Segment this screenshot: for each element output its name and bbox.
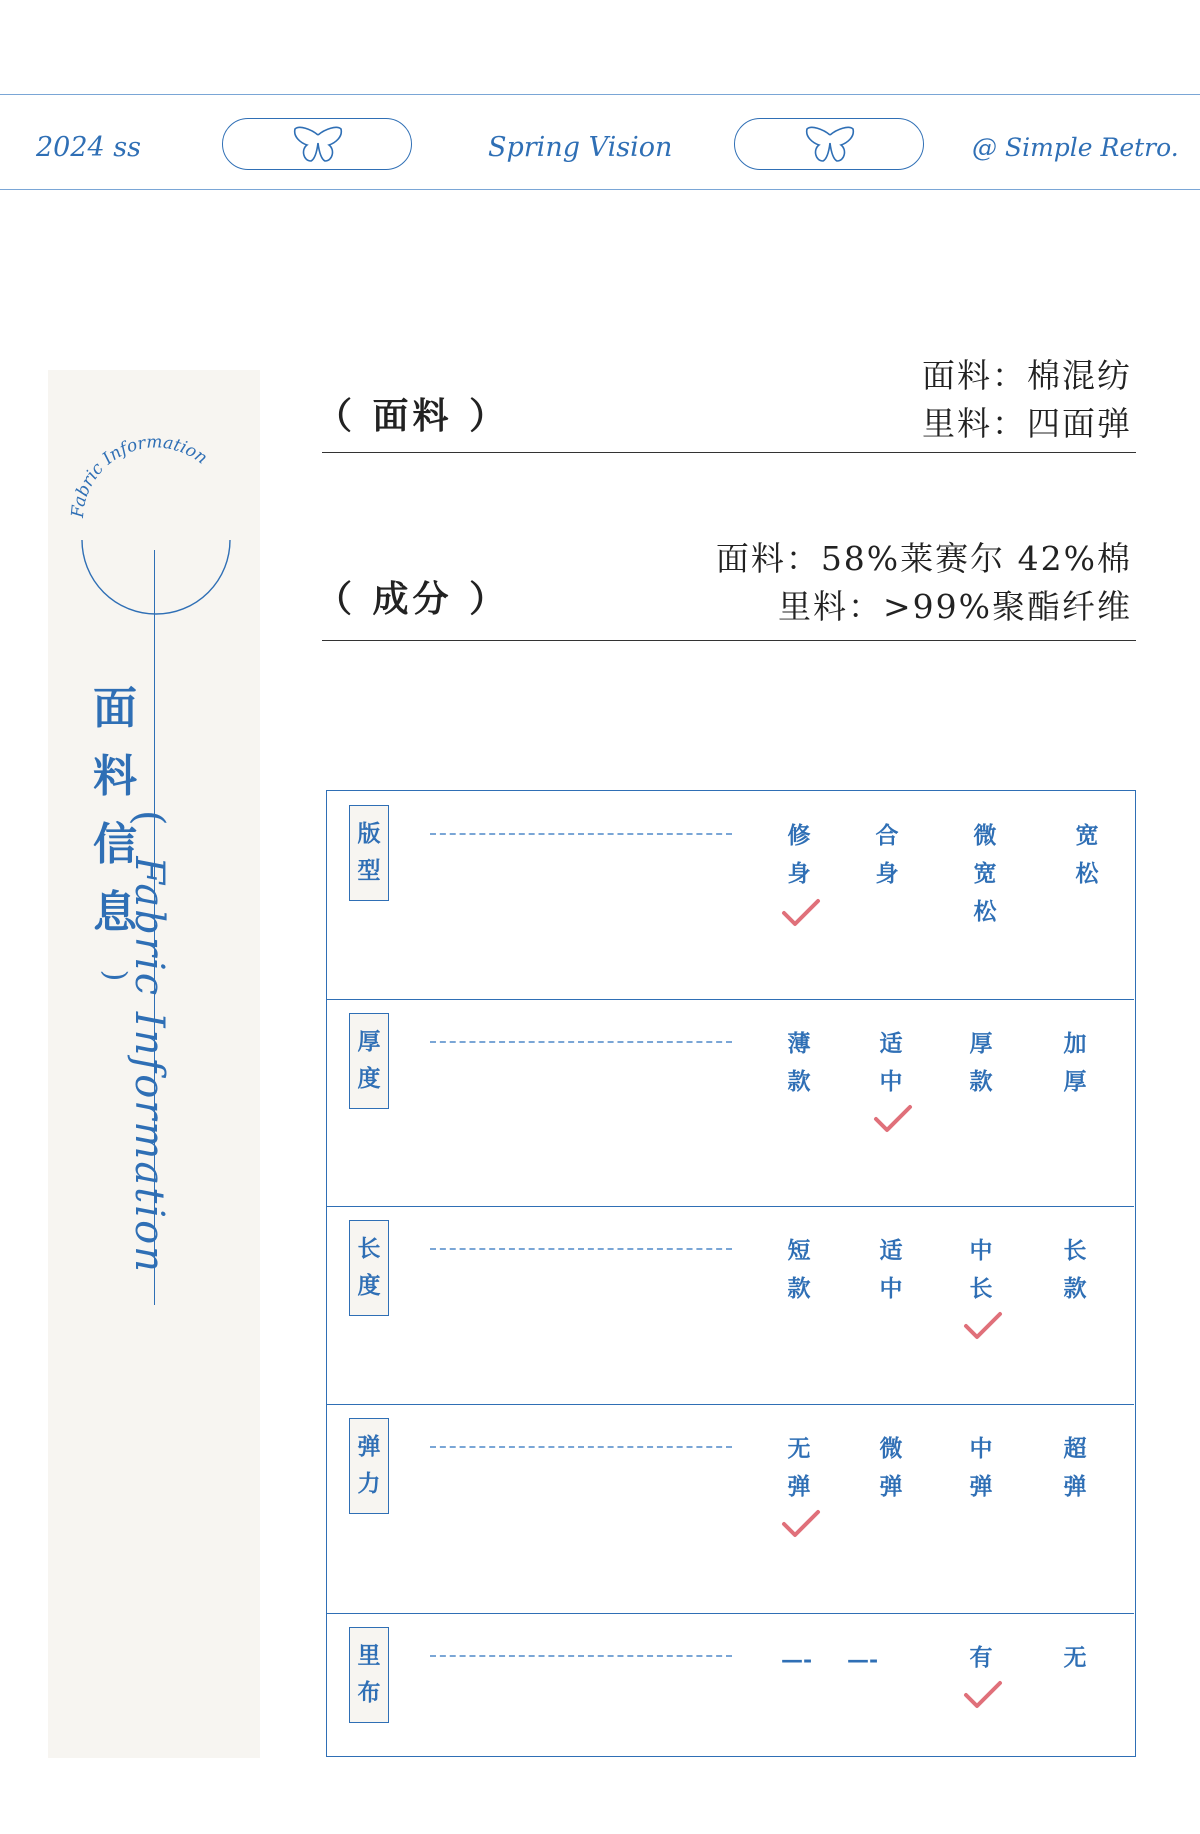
dashed-leader [430,1655,732,1657]
fabric-value: 面料：棉混纺 [922,356,1132,395]
header-bottom-rule [0,189,1200,190]
dashed-leader [430,1446,732,1448]
option-super-stretch: 超 弹 [1063,1435,1087,1500]
option-medium: 适 中 [879,1030,903,1095]
table-row-fit [327,791,1134,1000]
option-mid-long: 中 长 [969,1237,993,1302]
fabric-row [316,350,1136,453]
sidebar-paren-open: ( [126,810,172,828]
arc-text: Fabric Information [67,432,212,519]
sidebar-panel [48,370,260,1758]
lining-value: 里料：四面弹 [922,404,1132,443]
option-thick: 厚 款 [969,1030,993,1095]
blank-option: —- [847,1647,879,1673]
sidebar-title-char: 息 [93,887,137,938]
option-medium-length: 适 中 [879,1237,903,1302]
table-row-thickness [327,999,1134,1207]
checkmark-icon [781,897,821,929]
sidebar-title-char: 料 [93,751,137,802]
category-elasticity: 弹 力 [349,1418,389,1514]
composition-label: （ 成分 ） [316,578,510,620]
option-no-lining: 无 [1063,1644,1087,1671]
option-slight-stretch: 微 弹 [879,1435,903,1500]
option-loose: 宽 松 [1075,822,1099,887]
header-brand: @ Simple Retro. [972,133,1179,162]
composition-lining-value: 里料：>99%聚酯纤维 [778,587,1132,626]
table-row-length [327,1206,1134,1405]
composition-fabric-value: 面料：58%莱赛尔 42%棉 [715,539,1132,578]
dashed-leader [430,1248,732,1250]
composition-values [716,535,1132,631]
sidebar-english-title: Fabric Information [126,856,172,1274]
sidebar-title-char: 信 [93,819,137,870]
table-row-lining [327,1613,1134,1755]
header-pill-left [222,118,412,170]
svg-text:Fabric Information [68,432,211,519]
checkmark-icon [781,1508,821,1540]
option-extra-thick: 加 厚 [1063,1030,1087,1095]
sidebar-title-char: 面 [93,683,137,734]
category-length: 长 度 [349,1220,389,1316]
option-thin: 薄 款 [787,1030,811,1095]
option-no-stretch: 无 弹 [787,1435,811,1500]
option-has-lining: 有 [969,1644,993,1671]
sidebar-paren-close: ) [97,969,133,982]
header-collection: Spring Vision [488,132,673,163]
option-long: 长 款 [1063,1237,1087,1302]
composition-row [316,535,1136,641]
table-row-elasticity [327,1404,1134,1614]
header-pill-right [734,118,924,170]
checkmark-icon [963,1310,1003,1342]
category-fit: 版 型 [349,805,389,901]
dashed-leader [430,833,732,835]
option-slightly-loose: 微 宽 松 [973,822,997,925]
attribute-table [326,790,1136,1757]
fabric-values [922,352,1132,448]
checkmark-icon [963,1679,1003,1711]
butterfly-icon [291,125,345,165]
dashed-leader [430,1041,732,1043]
checkmark-icon [873,1103,913,1135]
option-slim: 修 身 [787,822,811,887]
blank-option: —- [781,1647,813,1673]
option-medium-stretch: 中 弹 [969,1435,993,1500]
option-regular: 合 身 [875,822,899,887]
fabric-label: （ 面料 ） [316,395,510,437]
header-top-rule [0,94,1200,95]
category-thickness: 厚 度 [349,1013,389,1109]
category-lining: 里 布 [349,1627,389,1723]
header-season: 2024 ss [36,132,142,163]
option-short: 短 款 [787,1237,811,1302]
butterfly-icon [803,125,857,165]
